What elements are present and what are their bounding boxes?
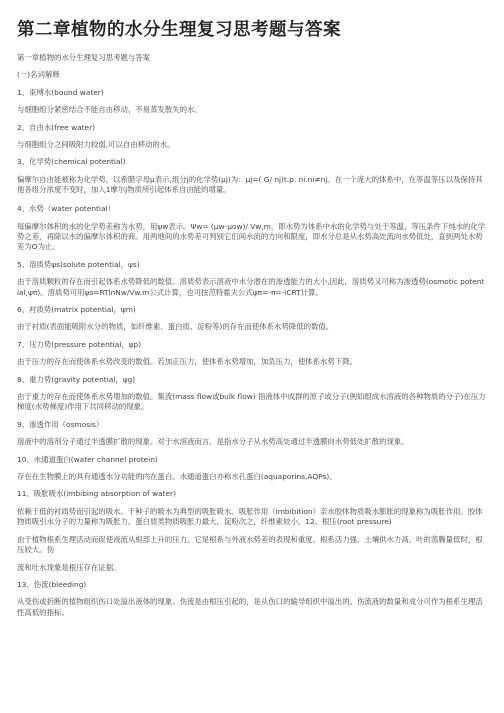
subtitle: 第一章植物的水分生理复习思考题与答案 — [17, 53, 151, 62]
term-heading: 2、自由水(free water) — [17, 122, 96, 132]
term-definition: 依赖于低的衬质势而引起的吸水。干种子的吸水为典型的吸胀吸水。吸胀作用（imbibition）亲水胶体物质吸水膨胀的现象称为吸胀作用。胶体物质吸引水分子的力量称为吸胀力。蛋白质类物质吸胀力最大，淀粉次之，纤维素较小。12、根压(root pressure) — [17, 506, 483, 527]
term-definition: 存在在生物膜上的具有通透水分功能的内在蛋白。水通道蛋白亦称水孔蛋白(aquaporins,AQPs)。 — [17, 472, 337, 482]
term-heading: 4、水势（water potential） — [17, 204, 115, 214]
term-definition: 溶液中的溶剂分子通过半透膜扩散的现象。对于水溶液而言，是指水分子从水势高处通过半透膜向水势低处扩散的现象。 — [17, 437, 409, 447]
term-heading: 13、伤流(bleeding) — [17, 579, 87, 589]
term-definition: 由于衬质(表面能吸附水分的物质，如纤维素、蛋白质、淀粉等)的存在而使体系水势降低的数值。 — [17, 322, 334, 332]
term-definition: 由于压力的存在而使体系水势改变的数值。若加正压力，使体系水势增加，加负压力，使体系水势下降。 — [17, 357, 357, 367]
term-heading: 7、压力势(pressure potential，ψp) — [17, 339, 142, 349]
term-heading: 1、束缚水(bound water) — [17, 87, 104, 97]
term-definition: 由于溶质颗粒的存在而引起体系水势降低的数值。溶质势表示溶液中水分潜在的渗透能力的大小,因此，溶质势又可称为渗透势(osmotic potential,ψπ)。溶质势可用ψs=RTlnNw/Vw.m公式计算，也可按范特霍夫公式ψπ=-π=-iCRT计算。 — [17, 277, 485, 297]
document-title: 第二章植物的水分生理复习思考题与答案 — [17, 20, 341, 40]
term-heading: 6、衬质势(matrix potential，ψm) — [17, 305, 136, 314]
term-definition: 流和吐水现象是根压存在证据。 — [17, 562, 121, 572]
term-definition: 由于重力的存在而使体系水势增加的数值。集流(mass flow或bulk flow) 指液体中成群的原子或分子(例如组成水溶液的各种物质的分子)在压力梯度(水势梯度)作用下共同移动的现象。 — [17, 392, 486, 412]
term-definition: 与细胞组分之间吸附力较弱,可以自由移动的水。 — [17, 140, 175, 150]
section-heading: (一)名词解释 — [17, 70, 60, 80]
term-definition: 由于植物根系生理活动而促使液流从根部上升的压力。它是根系与外液水势差的表现和重度。根系活力强、土壤供水力高、叶的蒸腾量低时，根压较大。伤 — [17, 534, 483, 555]
term-heading: 8、重力势(gravity potential，ψg) — [17, 374, 136, 384]
term-definition: 偏摩尔自由能被称为化学势，以希腊字母μ表示,组分j的化学势(μj)为：μj=( G/ nj)t.p. ni.ni≠nj。在一个庞大的体系中，在等温等压以及保持其他各组分浓度不变时，加入1摩尔j物质所引起体系自由能的增量。 — [17, 174, 483, 195]
term-definition: 与细胞组分紧密结合不能自由移动、不易蒸发散失的水。 — [17, 105, 202, 115]
term-definition: 从受伤或折断的植物组织伤口处溢出液体的现象。伤流是由根压引起的，是从伤口的输导组织中溢出的。伤流液的数量和成分可作为根系生理活性高低的指标。 — [17, 597, 483, 617]
term-heading: 10、水通道蛋白(water channel protein) — [17, 454, 158, 464]
term-heading: 9、渗透作用（osmosis） — [17, 419, 104, 429]
term-definition: 每偏摩尔体积的水的化学势差称为水势，用ψw表示。Ψw= (μw-μow)/ Vw,m，即水势为体系中水的化学势与处于等温、等压条件下纯水的化学势之差，再除以水的偏摩尔体积的商。用两地间的水势差可判别它们间水流的方向和限度，即水分总是从水势高处流向水势低处，直到两处水势差为O为止。 — [17, 221, 486, 252]
term-heading: 11、吸胀吸水(imbibing absorption of water) — [17, 489, 176, 499]
term-heading: 5、溶质势ψs(solute potential，ψs) — [17, 259, 140, 269]
term-heading: 3、化学势(chemical potential) — [17, 157, 126, 167]
